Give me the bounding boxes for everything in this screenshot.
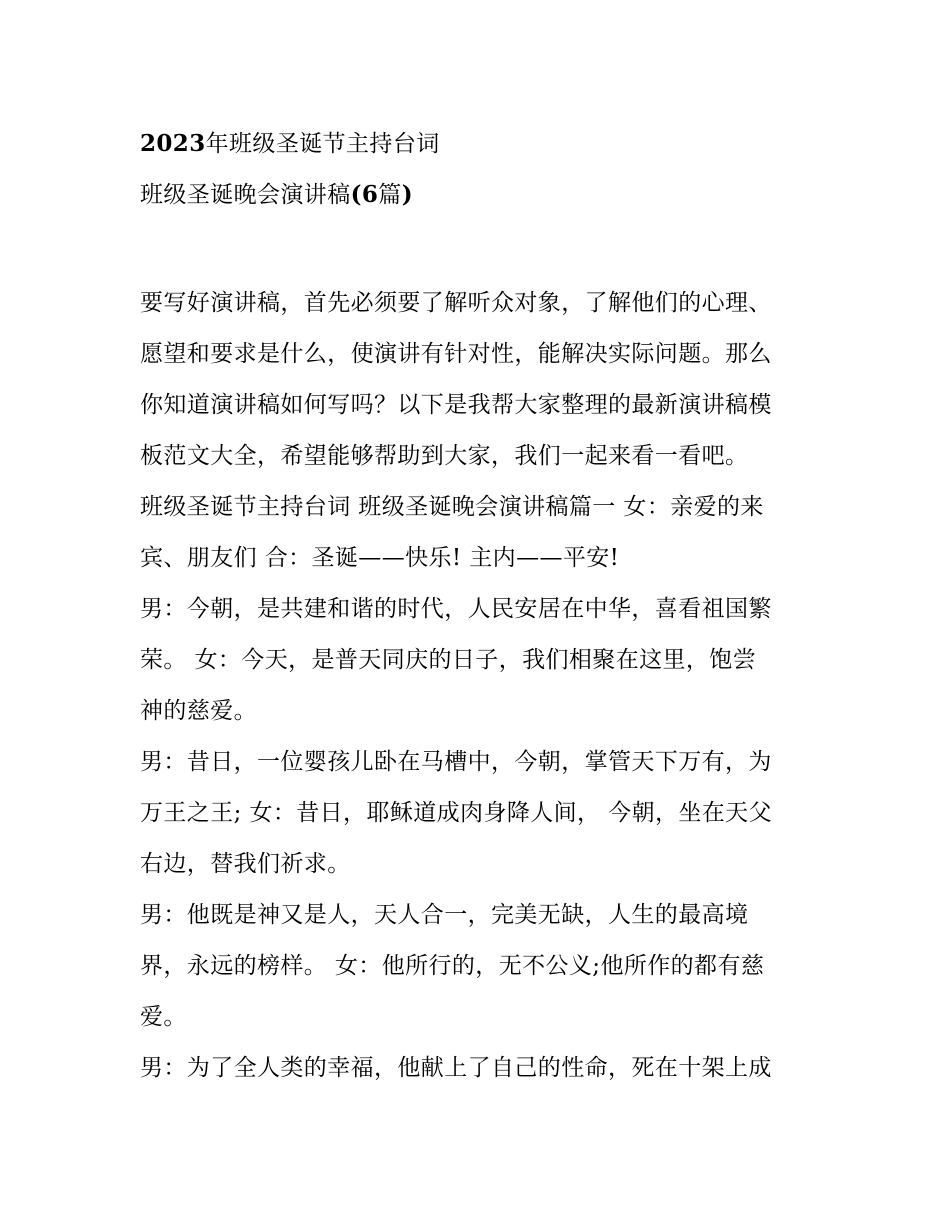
- body-line: 界，永远的榜样。 女：他所行的，无不公义;他所作的都有慈: [140, 953, 765, 979]
- body-line: 荣。 女：今天，是普天同庆的日子，我们相聚在这里，饱尝: [140, 647, 757, 673]
- body-line: 宾、朋友们 合：圣诞——快乐! 主内——平安!: [140, 545, 620, 571]
- title-line-1-text: 年班级圣诞节主持台词: [205, 131, 440, 157]
- body-line: 男：他既是神又是人，天人合一，完美无缺，人生的最高境: [140, 902, 749, 928]
- document-title: [140, 118, 840, 220]
- body-line: 板范文大全，希望能够帮助到大家，我们一起来看一看吧。: [140, 443, 749, 469]
- title-count-unit: 篇: [378, 182, 402, 208]
- body-line: 愿望和要求是什么，使演讲有针对性，能解决实际问题。那么: [140, 341, 772, 367]
- body-line: 右边，替我们祈求。: [140, 851, 351, 877]
- body-line: 男：今朝，是共建和谐的时代，人民安居在中华，喜看祖国繁: [140, 596, 772, 622]
- body-line: 爱。: [140, 1004, 187, 1030]
- title-line-2: [140, 169, 840, 220]
- body-line: 男：为了全人类的幸福，他献上了自己的性命，死在十架上成: [140, 1055, 772, 1081]
- body-line: 班级圣诞节主持台词 班级圣诞晚会演讲稿篇一 女：亲爱的来: [140, 494, 764, 520]
- body-line: 要写好演讲稿，首先必须要了解听众对象，了解他们的心理、: [140, 290, 772, 316]
- title-close-paren: ): [401, 181, 413, 208]
- document-body: [140, 278, 820, 1094]
- body-line: 万王之王; 女：昔日，耶稣道成肉身降人间， 今朝，坐在天父: [140, 800, 772, 826]
- title-line-2-text: 班级圣诞晚会演讲稿: [140, 182, 351, 208]
- body-line: 男：昔日，一位婴孩儿卧在马槽中，今朝，掌管天下万有，为: [140, 749, 772, 775]
- body-line: 你知道演讲稿如何写吗？以下是我帮大家整理的最新演讲稿模: [140, 392, 772, 418]
- title-year: 2023: [140, 130, 206, 157]
- title-count: (6: [350, 181, 379, 208]
- body-line: 神的慈爱。: [140, 698, 257, 724]
- title-line-1: [140, 118, 840, 169]
